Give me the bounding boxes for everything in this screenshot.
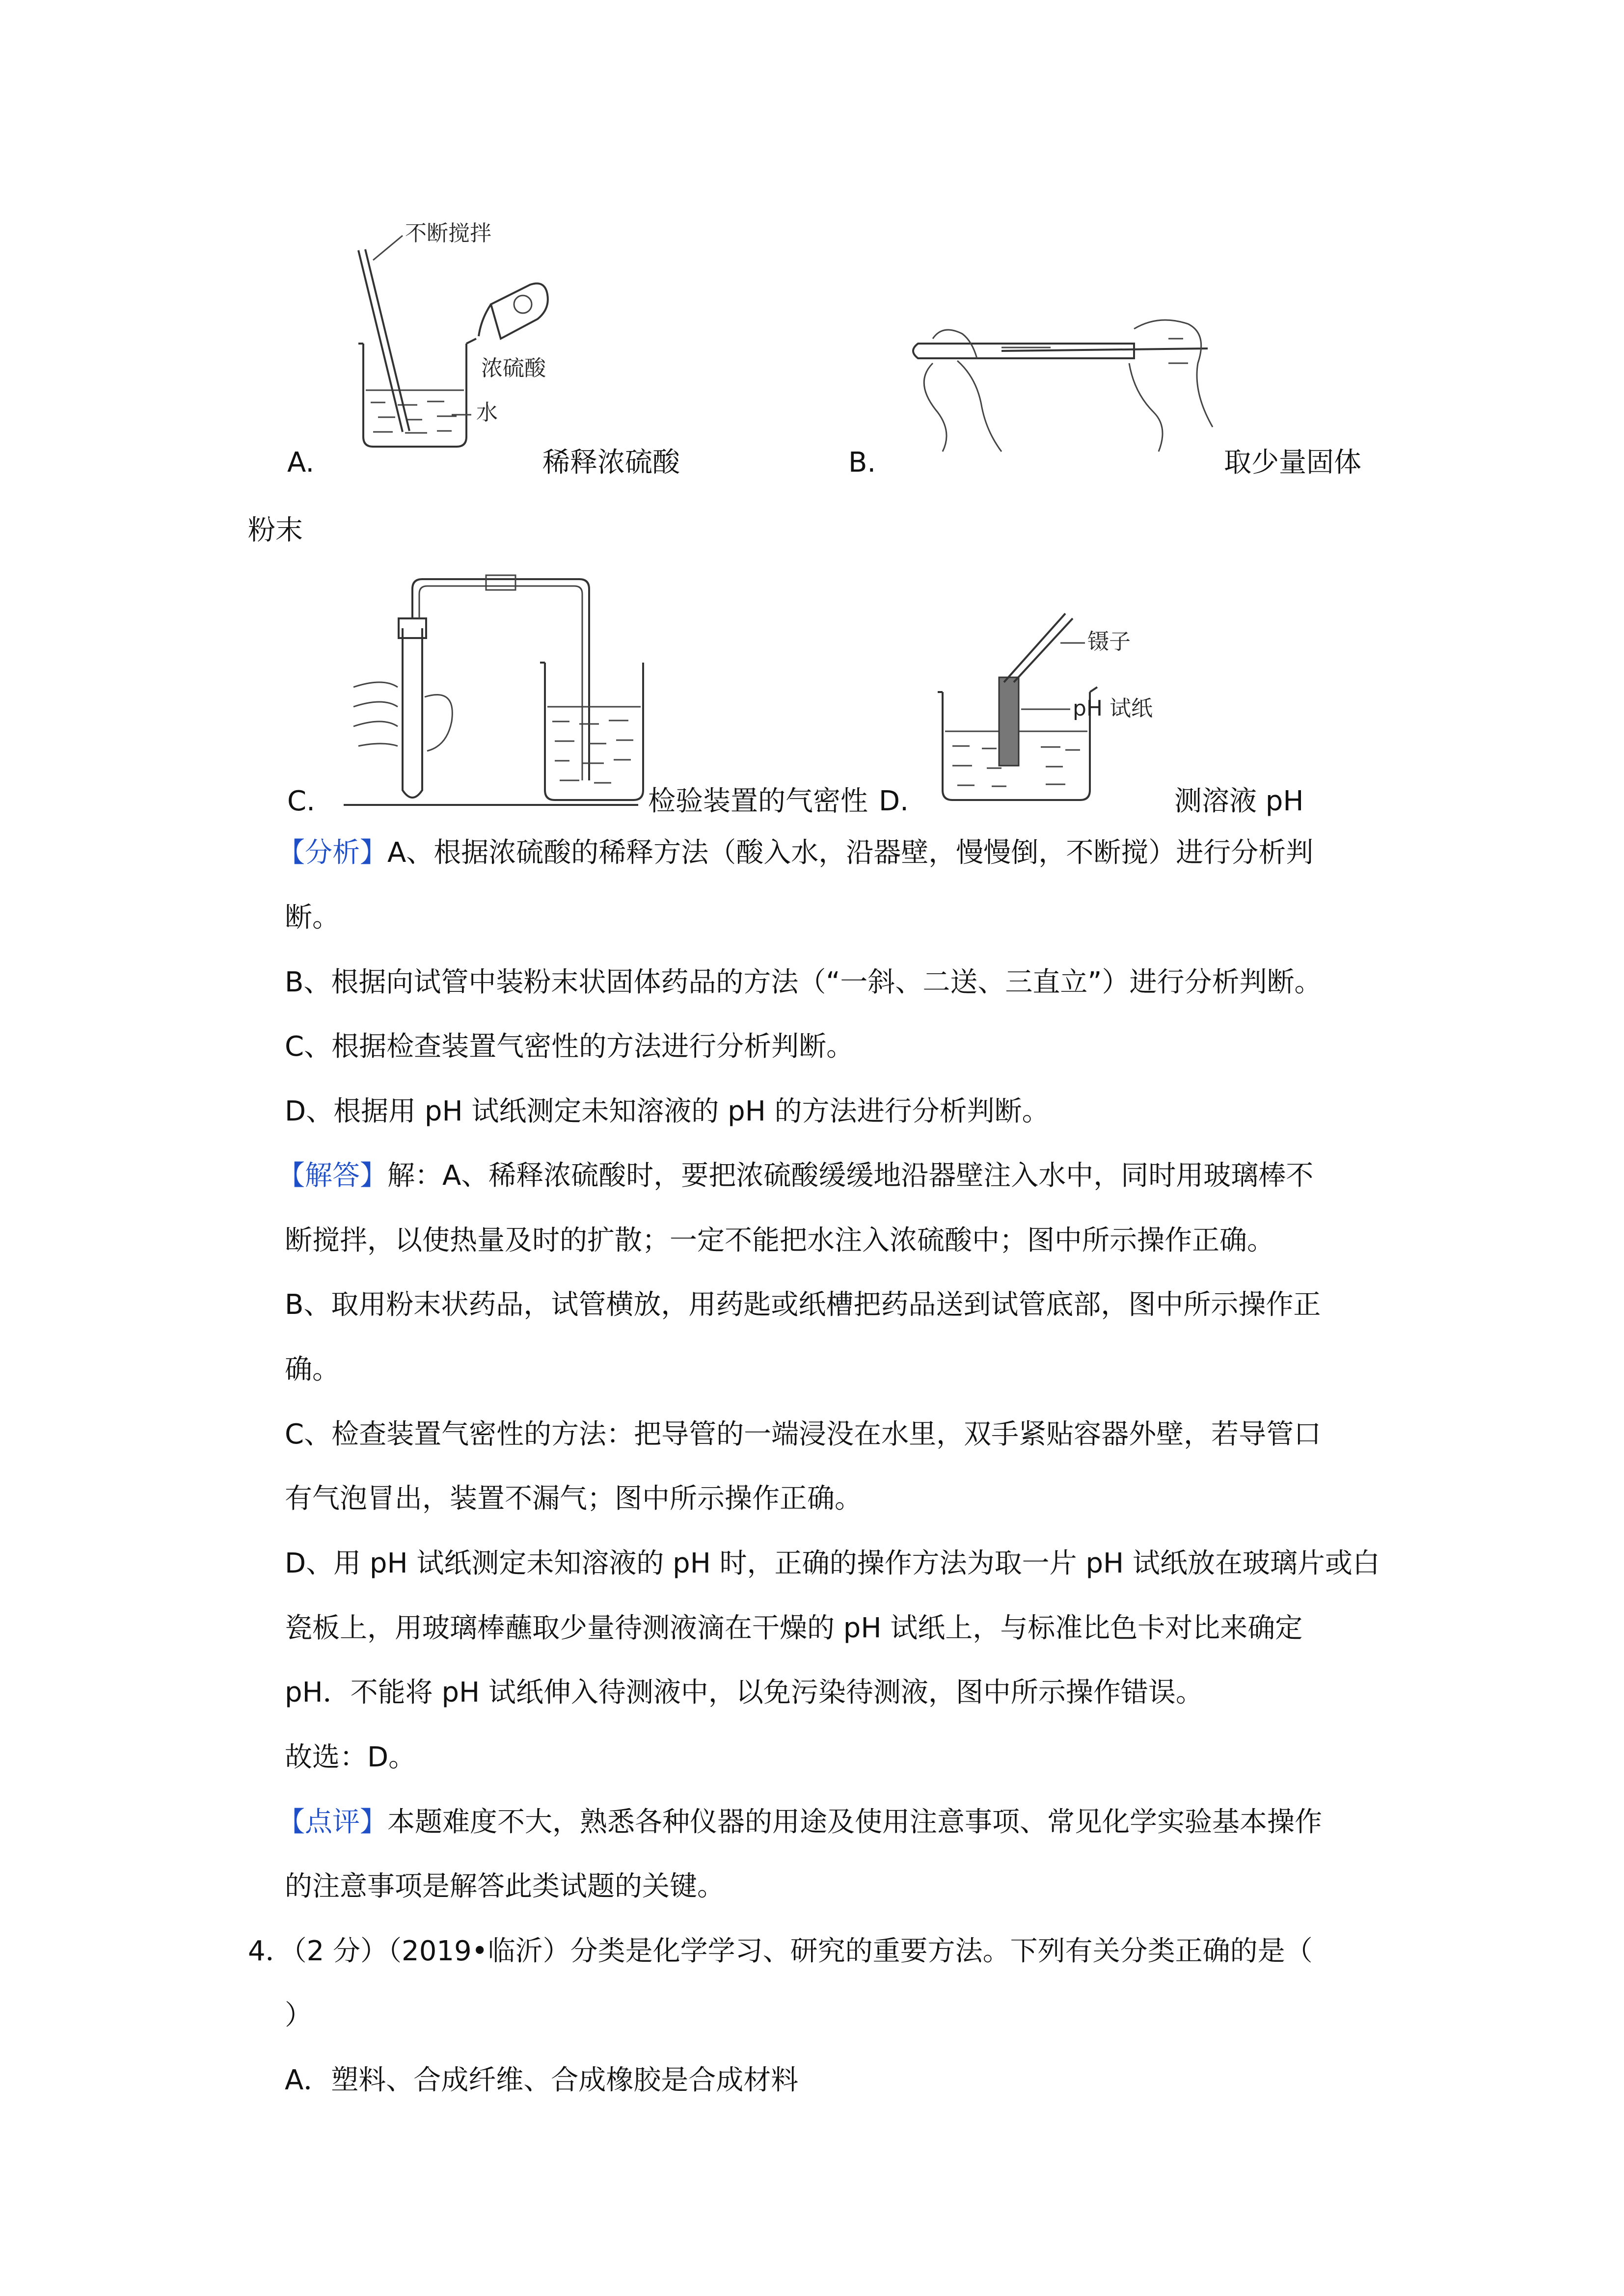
label-tweezers: 镊子 [1087,629,1131,654]
label-acid: 浓硫酸 [481,356,546,381]
figure-a-dilute-acid [344,221,550,452]
figure-c-airtightness [344,574,658,810]
comment-line-2: 的注意事项是解答此类试题的关键。 [285,1870,725,1902]
analysis-line-1: 【分析】A、根据浓硫酸的稀释方法（酸入水，沿器壁，慢慢倒，不断搅）进行分析判 [277,837,1314,869]
answer-line-8: 瓷板上，用玻璃棒蘸取少量待测液滴在干燥的 pH 试纸上，与标准比色卡对比来确定 [285,1612,1303,1644]
question-4-stem: 4．（2 分）（2019•临沂）分类是化学学习、研究的重要方法。下列有关分类正确的是（ [248,1935,1313,1967]
figure-d-ph [933,609,1188,805]
comment-tag: 【点评】 [277,1806,387,1838]
label-water: 水 [476,400,498,425]
analysis-tag: 【分析】 [277,837,387,869]
answer-line-6: 有气泡冒出，装置不漏气；图中所示操作正确。 [285,1483,862,1515]
analysis-line-2: 断。 [285,902,340,934]
figure-c-caption: 检验装置的气密性 [648,785,868,817]
figure-b-powder [903,265,1218,452]
question-4-stem-end: ） [285,2000,312,2031]
figure-c-letter: C. [287,785,315,817]
figure-a-letter: A. [287,447,315,479]
answer-line-1: 【解答】解：A、稀释浓硫酸时，要把浓硫酸缓缓地沿器壁注入水中，同时用玻璃棒不 [277,1160,1314,1192]
comment-line-1: 【点评】本题难度不大，熟悉各种仪器的用途及使用注意事项、常见化学实验基本操作 [277,1806,1322,1838]
answer-tag: 【解答】 [277,1160,387,1192]
analysis-line-3: B、根据向试管中装粉末状固体药品的方法（“一斜、二送、三直立”）进行分析判断。 [285,966,1322,998]
analysis-line-4: C、根据检查装置气密性的方法进行分析判断。 [285,1031,854,1063]
question-4-option-a: A．塑料、合成纤维、合成橡胶是合成材料 [285,2064,799,2096]
figure-d-letter: D. [879,785,909,817]
answer-line-7: D、用 pH 试纸测定未知溶液的 pH 时，正确的操作方法为取一片 pH 试纸放在玻璃片或白 [285,1548,1380,1579]
label-ph-paper: pH 试纸 [1073,696,1153,721]
answer-line-9: pH．不能将 pH 试纸伸入待测液中，以免污染待测液，图中所示操作错误。 [285,1677,1203,1709]
answer-line-2: 断搅拌，以使热量及时的扩散；一定不能把水注入浓硫酸中；图中所示操作正确。 [285,1225,1274,1256]
label-stir: 不断搅拌 [405,221,491,246]
figure-b-caption-cont: 粉末 [248,514,303,546]
answer-line-3: B、取用粉末状药品，试管横放，用药匙或纸槽把药品送到试管底部，图中所示操作正 [285,1289,1321,1321]
figure-a-caption: 稀释浓硫酸 [542,447,680,479]
answer-line-4: 确。 [285,1354,340,1386]
figure-d-caption: 测溶液 pH [1174,785,1304,817]
analysis-line-5: D、根据用 pH 试纸测定未知溶液的 pH 的方法进行分析判断。 [285,1095,1050,1127]
figure-b-caption: 取少量固体 [1224,447,1361,479]
answer-line-10: 故选：D。 [285,1741,416,1773]
figure-b-letter: B. [848,447,876,479]
answer-line-5: C、检查装置气密性的方法：把导管的一端浸没在水里，双手紧贴容器外壁，若导管口 [285,1418,1322,1450]
